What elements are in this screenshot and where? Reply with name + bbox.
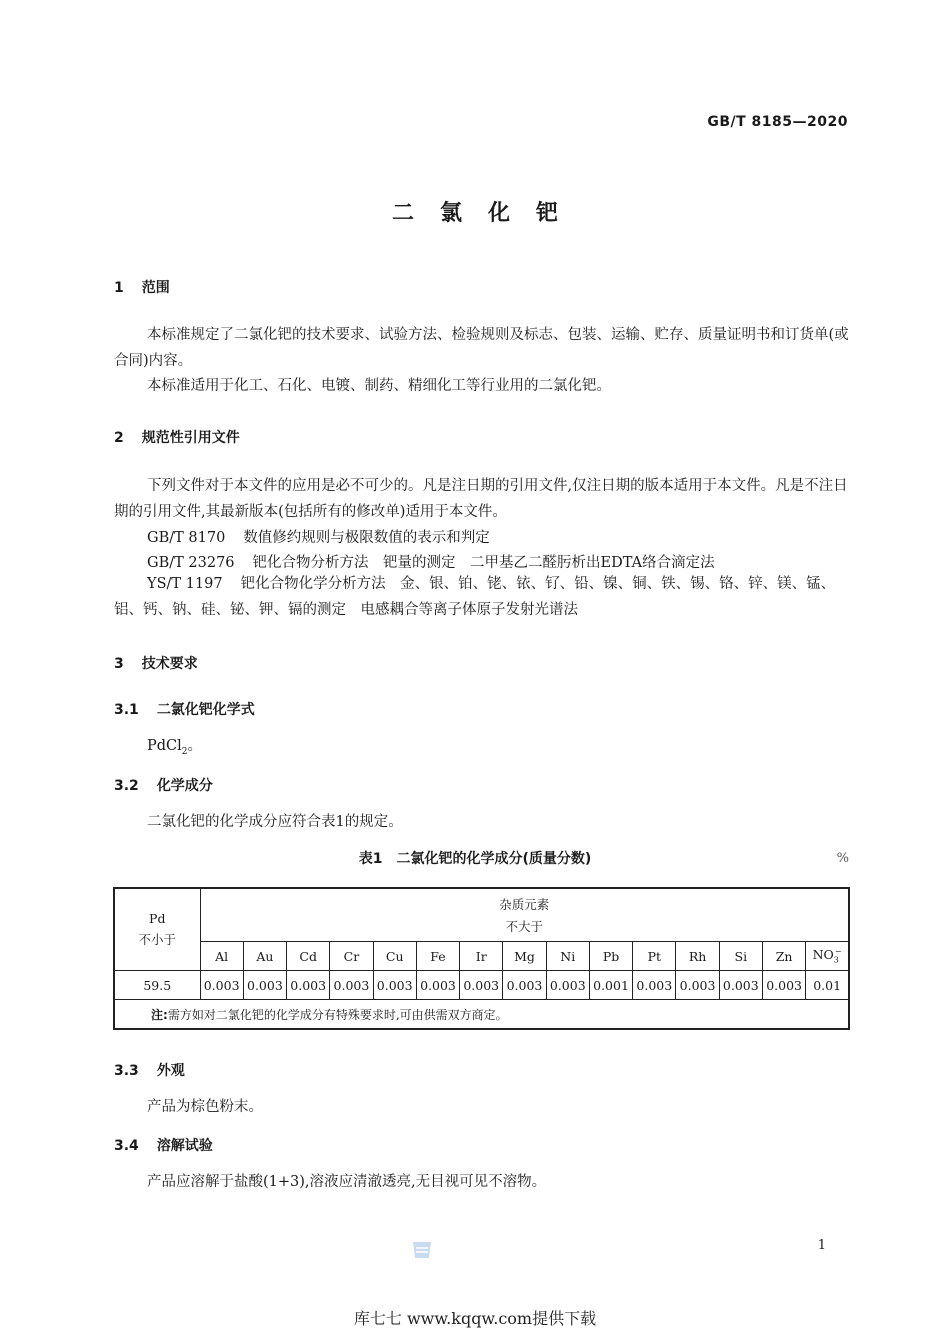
- pd-header: [114, 888, 200, 971]
- element-header: Zn: [762, 942, 805, 971]
- normative-reference: [147, 551, 715, 572]
- formula-end: 。: [187, 738, 203, 754]
- section-3-2-paragraph: 二氯化钯的化学成分应符合表1的规定。: [147, 814, 403, 830]
- impurity-value: 0.003: [416, 971, 459, 1000]
- impurity-value: 0.003: [546, 971, 589, 1000]
- element-header: Mg: [503, 942, 546, 971]
- section-3-heading: [114, 653, 198, 673]
- section-number: 3.1: [114, 702, 139, 718]
- section-title: 外观: [156, 1063, 185, 1079]
- pd-header-limit: 不小于: [138, 932, 176, 947]
- pd-header-symbol: Pd: [149, 911, 166, 926]
- section-3-1-heading: [114, 699, 255, 719]
- chemical-formula: [114, 733, 850, 765]
- section-title: 范围: [141, 280, 170, 296]
- document-title: 二氯化钯: [391, 201, 584, 226]
- section-2-paragraph-1: 下列文件对于本文件的应用是必不可少的。凡是注日期的引用文件,仅注日期的版本适用于本文件。凡是不注日期的引用文件,其最新版本(包括所有的修改单)适用于本文件。: [114, 478, 848, 520]
- formula-subscript: 2: [181, 746, 188, 757]
- element-header: Cu: [373, 942, 416, 971]
- normative-reference: [114, 571, 850, 623]
- pd-value: 59.5: [114, 971, 200, 1000]
- table-row: [114, 942, 849, 971]
- impurity-value: 0.003: [503, 971, 546, 1000]
- impurity-header-label: 杂质元素: [499, 897, 550, 912]
- section-3-3-heading: [114, 1060, 185, 1080]
- element-header: Ni: [546, 942, 589, 971]
- reference-title: 钯化合物化学分析方法 金、银、铂、铑、铱、钌、铅、镍、铜、铁、锡、铬、锌、镁、锰、铝、钙、钠、硅、铋、钾、镉的测定 电感耦合等离子体原子发射光谱法: [114, 576, 836, 618]
- impurity-value: 0.003: [719, 971, 762, 1000]
- download-source-footer: 库七七 www.kqqw.com提供下载: [353, 1309, 597, 1328]
- section-title: 溶解试验: [156, 1138, 213, 1154]
- impurity-value: 0.003: [200, 971, 243, 1000]
- section-title: 规范性引用文件: [141, 430, 240, 446]
- note-text: 需方如对二氯化钯的化学成分有特殊要求时,可由供需双方商定。: [167, 1007, 508, 1022]
- note-label: 注:: [151, 1007, 168, 1022]
- section-number: 3.4: [114, 1138, 139, 1154]
- section-number: 3: [114, 656, 124, 672]
- section-2-heading: [114, 427, 240, 447]
- watermark-logo-icon: [410, 1240, 434, 1260]
- section-1-heading: [114, 277, 170, 297]
- normative-reference: [147, 526, 490, 547]
- table-caption: 表1 二氯化钯的化学成分(质量分数): [358, 851, 592, 867]
- reference-title: 数值修约规则与极限数值的表示和判定: [243, 530, 490, 546]
- element-header: Fe: [416, 942, 459, 971]
- element-header: Pb: [589, 942, 632, 971]
- section-title: 二氯化钯化学式: [156, 702, 255, 718]
- impurity-value: 0.003: [373, 971, 416, 1000]
- section-3-4-heading: [114, 1135, 213, 1155]
- reference-title: 钯化合物分析方法 钯量的测定 二甲基乙二醛肟析出EDTA络合滴定法: [252, 555, 715, 571]
- standard-number: GB/T 8185—2020: [707, 114, 848, 130]
- element-header: Cd: [287, 942, 330, 971]
- section-1-paragraph-2: 本标准适用于化工、石化、电镀、制药、精细化工等行业用的二氯化钯。: [147, 378, 611, 394]
- impurity-value: 0.01: [806, 971, 849, 1000]
- element-header: Cr: [330, 942, 373, 971]
- impurity-value: 0.003: [287, 971, 330, 1000]
- table-note-row: [114, 1000, 849, 1030]
- impurity-value: 0.003: [762, 971, 805, 1000]
- impurity-value: 0.001: [589, 971, 632, 1000]
- section-3-2-heading: [114, 775, 213, 795]
- table-unit: %: [836, 851, 849, 866]
- section-3-4-paragraph: 产品应溶解于盐酸(1+3),溶液应清澈透亮,无目视可见不溶物。: [147, 1174, 547, 1190]
- table-note: [114, 1000, 849, 1030]
- impurity-value: 0.003: [460, 971, 503, 1000]
- impurity-header-limit: 不大于: [505, 919, 543, 934]
- reference-code: GB/T 8170: [147, 530, 226, 546]
- reference-code: GB/T 23276: [147, 555, 235, 571]
- page-number: 1: [817, 1238, 826, 1253]
- impurity-value: 0.003: [633, 971, 676, 1000]
- table-row: [114, 971, 849, 1000]
- impurity-value: 0.003: [330, 971, 373, 1000]
- section-number: 3.3: [114, 1063, 139, 1079]
- chemical-composition-table: [113, 887, 850, 1030]
- element-header: Pt: [633, 942, 676, 971]
- impurity-value: 0.003: [243, 971, 286, 1000]
- formula-text: PdCl: [147, 738, 182, 754]
- element-header: Si: [719, 942, 762, 971]
- element-header: Au: [243, 942, 286, 971]
- section-title: 化学成分: [156, 778, 213, 794]
- element-header: Rh: [676, 942, 719, 971]
- section-3-3-paragraph: 产品为棕色粉末。: [147, 1099, 263, 1115]
- section-number: 2: [114, 430, 124, 446]
- impurity-header: [200, 888, 849, 942]
- section-1-paragraph-1: 本标准规定了二氯化钯的技术要求、试验方法、检验规则及标志、包装、运输、贮存、质量证明书和订货单(或合同)内容。: [114, 327, 849, 369]
- section-number: 1: [114, 280, 124, 296]
- element-header: Al: [200, 942, 243, 971]
- section-number: 3.2: [114, 778, 139, 794]
- element-header: Ir: [460, 942, 503, 971]
- section-title: 技术要求: [141, 656, 198, 672]
- element-header: $NO_3^-$: [806, 942, 849, 971]
- reference-code: YS/T 1197: [147, 576, 223, 592]
- impurity-value: 0.003: [676, 971, 719, 1000]
